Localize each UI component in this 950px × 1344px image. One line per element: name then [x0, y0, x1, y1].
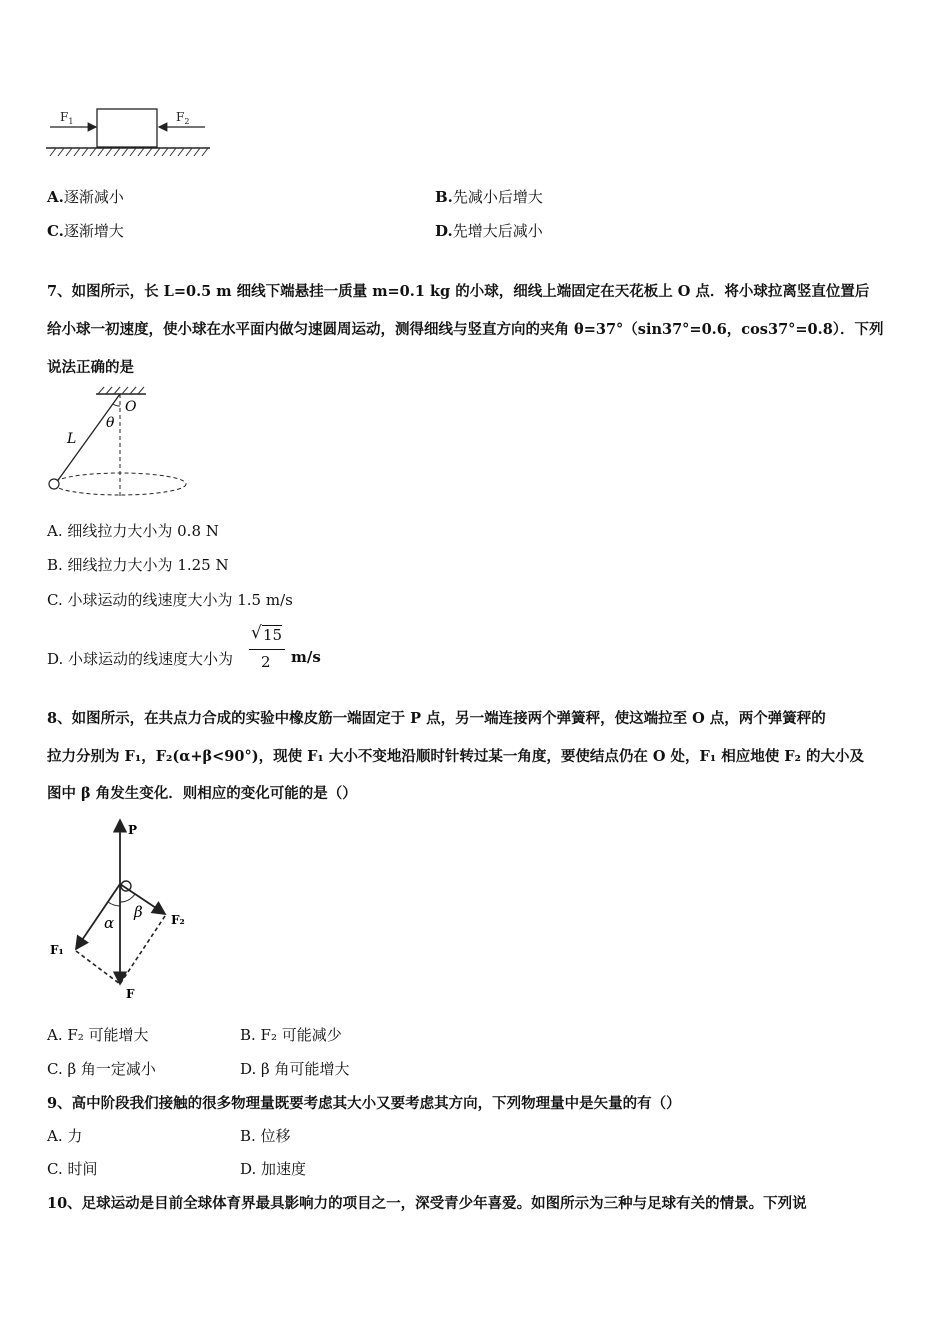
force-parallelogram-figure: [40, 812, 210, 1002]
sqrt-sign: √: [251, 623, 262, 643]
fraction-bar: [249, 649, 285, 650]
svg-text:F1: $F_1$: [60, 110, 74, 126]
conical-pendulum-figure: [40, 384, 200, 499]
fraction-denominator: 2: [261, 653, 271, 671]
q10-stem: 10、足球运动是目前全球体育界最具影响力的项目之一，深受青少年喜爱。如图所示为三种与足球有关的情景。下列说: [47, 1195, 807, 1212]
q6-option-c[interactable]: [47, 220, 124, 241]
q6-option-b[interactable]: [435, 186, 543, 207]
q9-option-b[interactable]: B. 位移: [240, 1127, 291, 1145]
dashed-side-2: [120, 916, 165, 984]
q6-option-d[interactable]: [435, 220, 543, 241]
dashed-side-1: [76, 951, 120, 984]
q6-option-c-key: C.: [47, 222, 64, 240]
q7-stem-line2: 给小球一初速度，使小球在水平面内做匀速圆周运动，测得细线与竖直方向的夹角 θ=37°（sin37°=0.6，cos37°=0.8）．下列: [47, 321, 884, 338]
f-label: F: [126, 987, 135, 1001]
q6-option-c-text: 逐渐增大: [63, 222, 124, 240]
string-line: [56, 394, 120, 483]
point-o-label: O: [125, 399, 137, 415]
f1-label: F₁: [50, 943, 64, 957]
ground-hatching: [50, 148, 208, 156]
q8-option-a[interactable]: A. F₂ 可能增大: [47, 1026, 149, 1044]
q8-option-c[interactable]: C. β 角一定减小: [47, 1060, 156, 1078]
q7-option-d-prefix: D. 小球运动的线速度大小为: [47, 650, 234, 668]
alpha-arc: [108, 902, 120, 906]
q6-option-a-text: 逐渐减小: [63, 188, 124, 206]
circular-path: [54, 473, 186, 495]
q8-option-b[interactable]: B. F₂ 可能减少: [240, 1026, 342, 1044]
beta-arc: [120, 894, 135, 902]
sqrt-fraction: [247, 624, 287, 676]
block: [97, 109, 157, 147]
alpha-label: α: [104, 914, 115, 932]
length-label: L: [67, 431, 77, 447]
ball: [49, 479, 59, 489]
fraction-numerator: 15: [263, 626, 283, 644]
q6-option-b-key: B.: [435, 188, 453, 206]
q6-option-a-key: A.: [47, 188, 64, 206]
q7-option-b[interactable]: B. 细线拉力大小为 1.25 N: [47, 556, 229, 574]
q6-option-d-text: 先增大后减小: [452, 222, 543, 240]
q6-option-b-text: 先减小后增大: [452, 188, 543, 206]
theta-arc: [113, 404, 120, 406]
q6-option-d-key: D.: [435, 222, 453, 240]
q7-option-d-unit: m/s: [291, 648, 321, 666]
q9-option-a[interactable]: A. 力: [47, 1127, 83, 1145]
q8-stem-line3: 图中 β 角发生变化．则相应的变化可能的是（）: [47, 785, 357, 802]
ceiling-hatching: [98, 387, 144, 394]
f2-label: F₂: [171, 913, 185, 927]
p-label: P: [128, 823, 138, 837]
q7-option-a[interactable]: A. 细线拉力大小为 0.8 N: [47, 522, 219, 540]
theta-label: θ: [106, 415, 115, 431]
q7-stem-line3: 说法正确的是: [47, 359, 134, 376]
q8-stem-line2: 拉力分别为 F₁，F₂(α+β<90°)，现使 F₁ 大小不变地沿顺时针转过某一角度，要使结点仍在 O 处，F₁ 相应地使 F₂ 的大小及: [47, 748, 864, 765]
q9-option-d[interactable]: D. 加速度: [240, 1160, 307, 1178]
svg-text:F2: $F_2$: [176, 110, 190, 126]
q9-option-c[interactable]: C. 时间: [47, 1160, 98, 1178]
q8-stem-line1: 8、如图所示，在共点力合成的实验中橡皮筋一端固定于 P 点，另一端连接两个弹簧秤，使这端拉至 O 点，两个弹簧秤的: [47, 710, 826, 727]
q7-option-c[interactable]: C. 小球运动的线速度大小为 1.5 m/s: [47, 591, 293, 609]
q6-option-a[interactable]: [47, 186, 124, 207]
q7-stem-line1: 7、如图所示，长 L=0.5 m 细线下端悬挂一质量 m=0.1 kg 的小球，细线上端固定在天花板上 O 点．将小球拉离竖直位置后: [47, 283, 870, 300]
beta-label: β: [134, 903, 143, 921]
block-force-figure: [40, 100, 220, 162]
q9-stem: 9、高中阶段我们接触的很多物理量既要考虑其大小又要考虑其方向，下列物理量中是矢量的有（）: [47, 1095, 681, 1112]
q8-option-d[interactable]: D. β 角可能增大: [240, 1060, 350, 1078]
